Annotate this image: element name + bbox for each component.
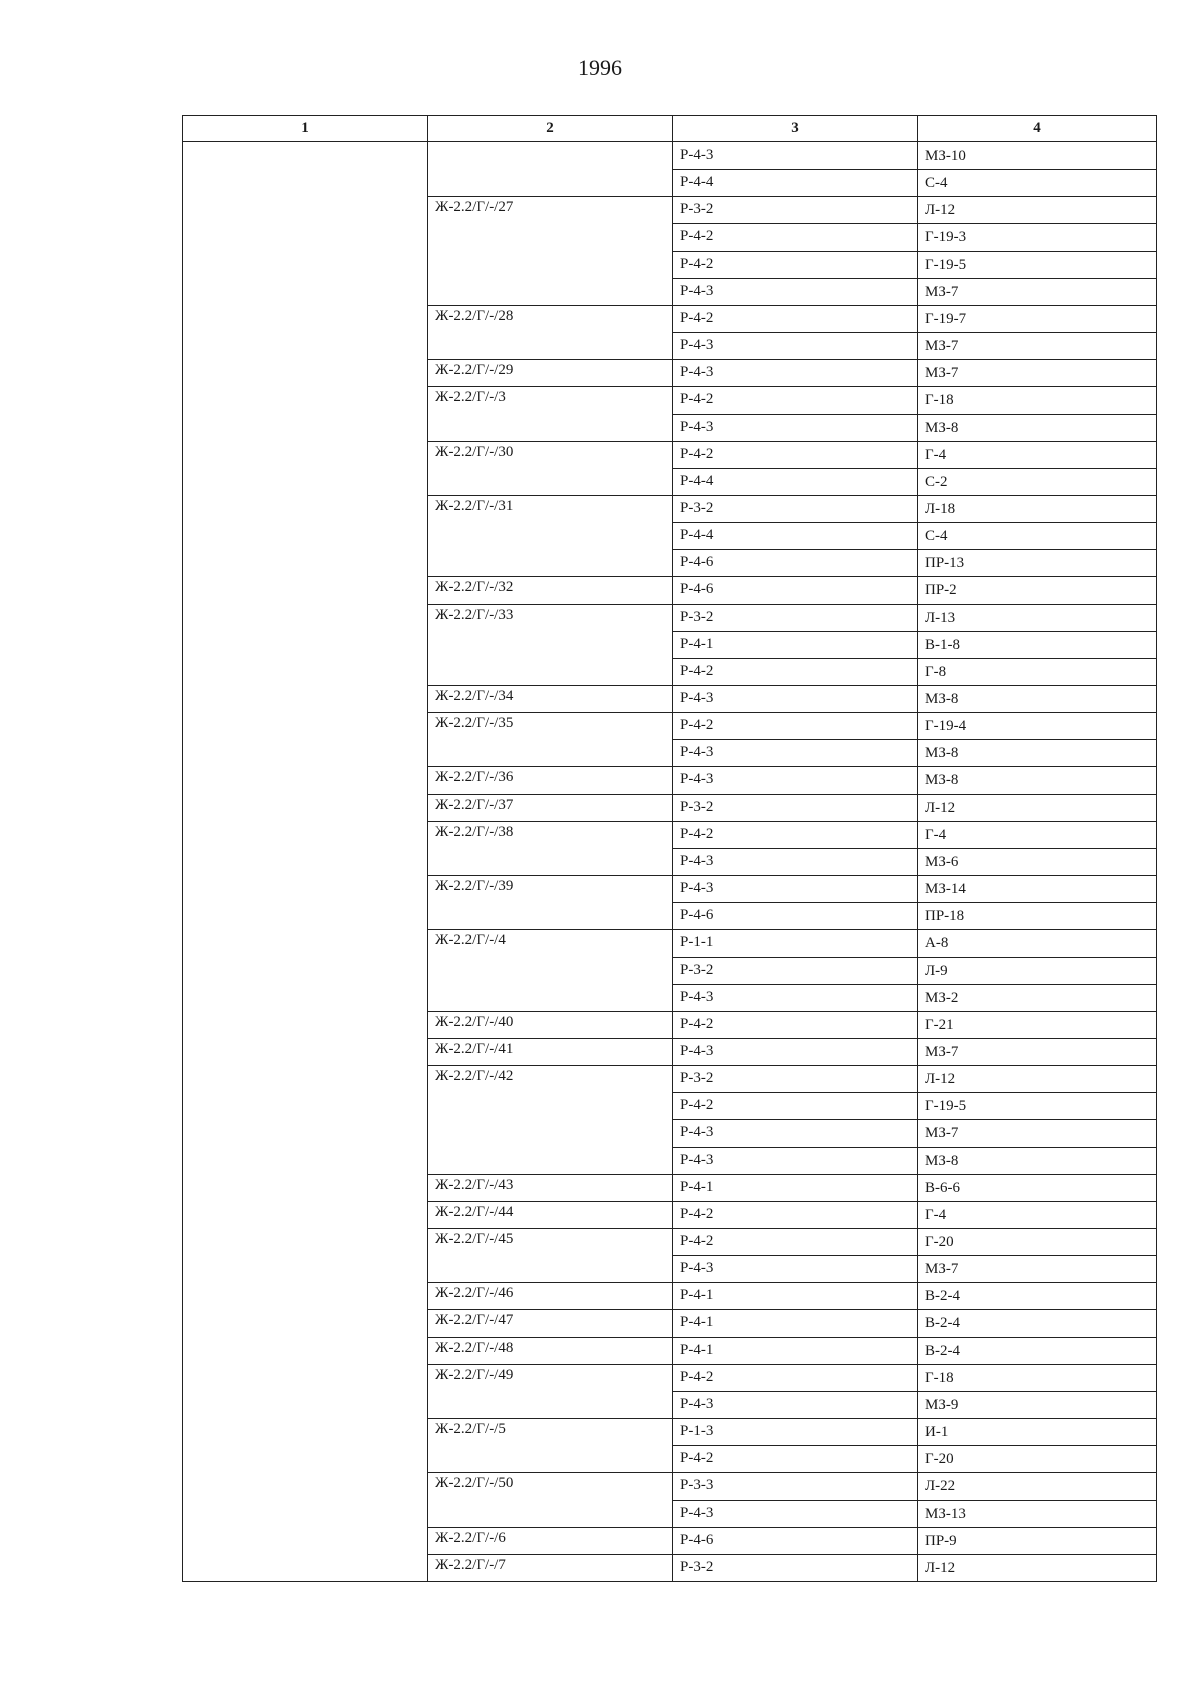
entry-divider xyxy=(672,332,1157,333)
group-divider xyxy=(427,1174,1157,1175)
code-cell: Р-4-3 xyxy=(680,337,714,354)
code-cell: Р-4-2 xyxy=(680,1015,714,1032)
code-cell: Р-4-6 xyxy=(680,907,714,924)
code-cell: Р-4-4 xyxy=(680,472,714,489)
group-label: Ж-2.2/Г/-/45 xyxy=(435,1231,514,1247)
code-cell: Р-4-2 xyxy=(680,309,714,326)
value-cell: Г-20 xyxy=(925,1451,954,1468)
column-border xyxy=(427,142,428,1581)
header-col-2: 2 xyxy=(427,115,673,142)
code-cell: Р-4-2 xyxy=(680,391,714,408)
value-cell: В-6-6 xyxy=(925,1179,960,1196)
entry-divider xyxy=(672,1445,1157,1446)
group-label: Ж-2.2/Г/-/33 xyxy=(435,606,514,623)
code-cell: Р-1-3 xyxy=(680,1423,714,1440)
value-cell: Г-4 xyxy=(925,446,947,463)
group-label: Ж-2.2/Г/-/36 xyxy=(435,769,514,786)
value-cell: ПР-18 xyxy=(925,908,965,925)
group-divider xyxy=(427,1472,1157,1473)
entry-divider xyxy=(672,957,1157,958)
entry-divider xyxy=(672,414,1157,415)
code-cell: Р-4-2 xyxy=(680,255,714,272)
group-divider xyxy=(427,441,1157,442)
value-cell: МЗ-8 xyxy=(925,1152,959,1169)
value-cell: Л-22 xyxy=(925,1478,956,1495)
code-cell: Р-3-2 xyxy=(680,798,714,815)
value-cell: Л-13 xyxy=(925,609,956,626)
value-cell: Л-12 xyxy=(925,1071,956,1088)
code-cell: Р-4-3 xyxy=(680,147,714,163)
entry-divider xyxy=(672,468,1157,469)
group-label: Ж-2.2/Г/-/30 xyxy=(435,443,514,460)
code-cell: Р-4-3 xyxy=(680,852,714,869)
value-cell: С-2 xyxy=(925,473,948,490)
code-cell: Р-4-2 xyxy=(680,1368,714,1385)
entry-divider xyxy=(672,902,1157,903)
entry-divider xyxy=(672,658,1157,659)
code-cell: Р-4-3 xyxy=(680,364,714,381)
entry-divider xyxy=(672,1500,1157,1501)
code-cell: Р-4-2 xyxy=(680,228,714,245)
entry-divider xyxy=(672,223,1157,224)
code-cell: Р-4-3 xyxy=(680,1042,714,1059)
value-cell: Г-19-5 xyxy=(925,1098,967,1115)
code-cell: Р-4-6 xyxy=(680,554,714,571)
group-label: Ж-2.2/Г/-/5 xyxy=(435,1421,506,1438)
code-cell: Р-4-2 xyxy=(680,662,714,679)
group-label: Ж-2.2/Г/-/7 xyxy=(435,1556,506,1573)
code-cell: Р-4-3 xyxy=(680,690,714,706)
value-cell: Л-18 xyxy=(925,500,956,517)
value-cell: Г-19-3 xyxy=(925,229,967,246)
group-divider xyxy=(427,712,1157,713)
group-divider xyxy=(427,821,1157,822)
group-divider xyxy=(427,685,1157,686)
entry-divider xyxy=(672,1119,1157,1120)
value-cell: МЗ-7 xyxy=(925,365,959,382)
code-cell: Р-4-4 xyxy=(680,174,714,191)
entry-divider xyxy=(672,251,1157,252)
value-cell: МЗ-13 xyxy=(925,1505,966,1522)
group-label: Ж-2.2/Г/-/35 xyxy=(435,715,514,732)
value-cell: Г-19-7 xyxy=(925,310,967,327)
value-cell: Г-19-4 xyxy=(925,718,967,735)
column-border xyxy=(917,142,918,1581)
value-cell: МЗ-7 xyxy=(925,338,959,355)
value-cell: Г-4 xyxy=(925,826,947,843)
group-label: Ж-2.2/Г/-/4 xyxy=(435,932,506,949)
value-cell: И-1 xyxy=(925,1424,949,1441)
code-cell: Р-4-3 xyxy=(680,744,714,761)
value-cell: ПР-9 xyxy=(925,1532,957,1549)
code-cell: Р-4-3 xyxy=(680,1124,714,1141)
code-cell: Р-4-3 xyxy=(680,988,714,1005)
group-label: Ж-2.2/Г/-/39 xyxy=(435,878,514,895)
code-cell: Р-4-3 xyxy=(680,1151,714,1168)
code-cell: Р-4-4 xyxy=(680,527,714,544)
code-cell: Р-4-3 xyxy=(680,282,714,299)
entry-divider xyxy=(672,549,1157,550)
code-cell: Р-4-2 xyxy=(680,1233,714,1249)
group-divider xyxy=(427,794,1157,795)
code-cell: Р-3-3 xyxy=(680,1477,714,1494)
group-divider xyxy=(427,196,1157,197)
group-label: Ж-2.2/Г/-/32 xyxy=(435,579,514,596)
group-divider xyxy=(427,604,1157,605)
value-cell: ПР-13 xyxy=(925,555,965,572)
group-label: Ж-2.2/Г/-/47 xyxy=(435,1312,514,1329)
entry-divider xyxy=(672,848,1157,849)
value-cell: МЗ-9 xyxy=(925,1396,959,1413)
value-cell: В-2-4 xyxy=(925,1315,960,1332)
code-cell: Р-3-2 xyxy=(680,499,714,516)
entry-divider xyxy=(672,278,1157,279)
group-label: Ж-2.2/Г/-/6 xyxy=(435,1529,506,1546)
group-divider xyxy=(427,1228,1157,1229)
column-border xyxy=(182,142,183,1581)
group-divider xyxy=(427,1527,1157,1528)
header-col-3: 3 xyxy=(672,115,918,142)
code-cell: Р-4-1 xyxy=(680,635,714,652)
entry-divider xyxy=(672,169,1157,170)
group-label: Ж-2.2/Г/-/28 xyxy=(435,307,514,324)
group-divider xyxy=(427,1201,1157,1202)
group-divider xyxy=(427,359,1157,360)
group-divider xyxy=(427,1011,1157,1012)
header-col-4: 4 xyxy=(917,115,1157,142)
value-cell: Г-4 xyxy=(925,1206,947,1223)
value-cell: Л-12 xyxy=(925,202,956,219)
group-label: Ж-2.2/Г/-/42 xyxy=(435,1068,514,1085)
group-label: Ж-2.2/Г/-/38 xyxy=(435,823,514,840)
code-cell: Р-1-1 xyxy=(680,934,714,951)
entry-divider xyxy=(672,739,1157,740)
entry-divider xyxy=(672,631,1157,632)
value-cell: МЗ-7 xyxy=(925,1125,959,1142)
code-cell: Р-4-3 xyxy=(680,1504,714,1521)
group-divider xyxy=(427,1065,1157,1066)
group-divider xyxy=(427,929,1157,930)
value-cell: В-2-4 xyxy=(925,1342,960,1359)
group-divider xyxy=(427,1364,1157,1365)
code-cell: Р-4-2 xyxy=(680,717,714,734)
value-cell: С-4 xyxy=(925,528,948,545)
code-cell: Р-4-2 xyxy=(680,1097,714,1114)
group-divider xyxy=(427,576,1157,577)
code-cell: Р-4-3 xyxy=(680,1260,714,1277)
value-cell: МЗ-8 xyxy=(925,745,959,762)
entry-divider xyxy=(672,1147,1157,1148)
code-cell: Р-3-2 xyxy=(680,1070,714,1087)
value-cell: МЗ-14 xyxy=(925,881,966,898)
group-label: Ж-2.2/Г/-/27 xyxy=(435,199,514,216)
value-cell: Г-8 xyxy=(925,663,947,680)
code-cell: Р-4-3 xyxy=(680,418,714,435)
value-cell: Л-12 xyxy=(925,1559,956,1576)
group-label: Ж-2.2/Г/-/49 xyxy=(435,1366,514,1383)
value-cell: А-8 xyxy=(925,935,949,952)
code-cell: Р-4-6 xyxy=(680,1531,714,1548)
group-divider xyxy=(427,1038,1157,1039)
group-label: Ж-2.2/Г/-/34 xyxy=(435,688,514,704)
group-divider xyxy=(427,1418,1157,1419)
code-cell: Р-3-2 xyxy=(680,1558,714,1575)
code-cell: Р-4-6 xyxy=(680,581,714,598)
entry-divider xyxy=(672,1255,1157,1256)
group-divider xyxy=(427,386,1157,387)
value-cell: ПР-2 xyxy=(925,582,957,599)
entry-divider xyxy=(672,984,1157,985)
value-cell: В-2-4 xyxy=(925,1288,960,1305)
group-label: Ж-2.2/Г/-/3 xyxy=(435,389,506,406)
value-cell: МЗ-8 xyxy=(925,772,959,789)
code-cell: Р-3-2 xyxy=(680,608,714,625)
value-cell: Г-20 xyxy=(925,1234,954,1250)
entry-divider xyxy=(672,1092,1157,1093)
group-divider xyxy=(427,1282,1157,1283)
group-label: Ж-2.2/Г/-/46 xyxy=(435,1285,514,1302)
value-cell: Л-9 xyxy=(925,962,948,979)
code-cell: Р-4-3 xyxy=(680,880,714,897)
data-table xyxy=(182,115,1157,1575)
page-number: 1996 xyxy=(578,55,622,80)
column-border xyxy=(672,142,673,1581)
entry-divider xyxy=(672,1391,1157,1392)
header-col-1: 1 xyxy=(182,115,428,142)
code-cell: Р-4-1 xyxy=(680,1314,714,1331)
value-cell: МЗ-7 xyxy=(925,283,959,300)
group-divider xyxy=(427,766,1157,767)
group-divider xyxy=(427,875,1157,876)
value-cell: МЗ-7 xyxy=(925,1043,959,1060)
group-label: Ж-2.2/Г/-/37 xyxy=(435,796,514,813)
value-cell: Г-21 xyxy=(925,1016,954,1033)
group-label: Ж-2.2/Г/-/50 xyxy=(435,1475,514,1492)
group-divider xyxy=(427,495,1157,496)
group-label: Ж-2.2/Г/-/48 xyxy=(435,1339,514,1356)
group-divider xyxy=(427,1337,1157,1338)
code-cell: Р-3-2 xyxy=(680,961,714,978)
value-cell: Г-18 xyxy=(925,392,954,409)
value-cell: МЗ-8 xyxy=(925,419,959,436)
group-label: Ж-2.2/Г/-/31 xyxy=(435,497,514,514)
group-divider xyxy=(427,305,1157,306)
value-cell: МЗ-10 xyxy=(925,148,966,164)
column-border xyxy=(1156,142,1157,1581)
group-label: Ж-2.2/Г/-/41 xyxy=(435,1040,514,1057)
value-cell: В-1-8 xyxy=(925,636,960,653)
code-cell: Р-4-1 xyxy=(680,1178,714,1195)
code-cell: Р-4-2 xyxy=(680,1205,714,1222)
value-cell: МЗ-2 xyxy=(925,989,959,1006)
code-cell: Р-4-2 xyxy=(680,1450,714,1467)
value-cell: Г-19-5 xyxy=(925,256,967,273)
group-divider xyxy=(427,1554,1157,1555)
group-label: Ж-2.2/Г/-/40 xyxy=(435,1013,514,1030)
value-cell: МЗ-7 xyxy=(925,1261,959,1278)
group-divider xyxy=(427,1309,1157,1310)
code-cell: Р-4-2 xyxy=(680,825,714,842)
code-cell: Р-4-1 xyxy=(680,1341,714,1358)
code-cell: Р-3-2 xyxy=(680,201,714,218)
table-bottom-border xyxy=(182,1581,1157,1582)
group-label: Ж-2.2/Г/-/43 xyxy=(435,1176,514,1193)
code-cell: Р-4-3 xyxy=(680,771,714,788)
group-label: Ж-2.2/Г/-/29 xyxy=(435,362,514,379)
entry-divider xyxy=(672,522,1157,523)
value-cell: Л-12 xyxy=(925,799,956,816)
code-cell: Р-4-2 xyxy=(680,445,714,462)
value-cell: С-4 xyxy=(925,175,948,192)
code-cell: Р-4-1 xyxy=(680,1287,714,1304)
value-cell: МЗ-6 xyxy=(925,853,959,870)
value-cell: Г-18 xyxy=(925,1369,954,1386)
code-cell: Р-4-3 xyxy=(680,1395,714,1412)
value-cell: МЗ-8 xyxy=(925,691,959,707)
group-label: Ж-2.2/Г/-/44 xyxy=(435,1203,514,1220)
